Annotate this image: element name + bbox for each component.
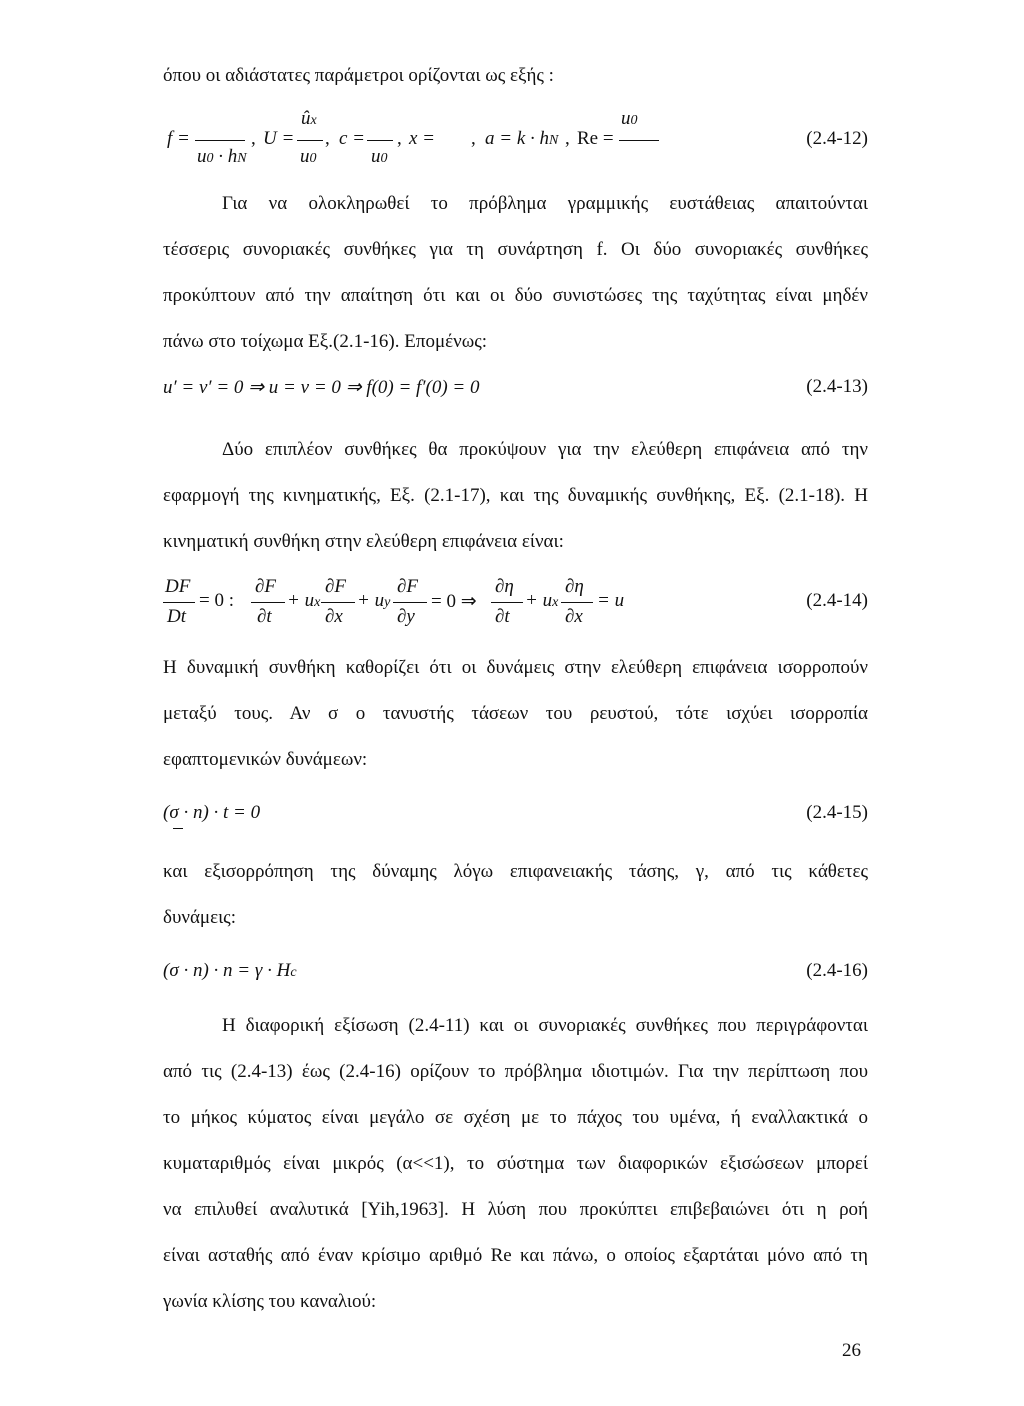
eq13-expression: u′ = v′ = 0 ⇒ u = v = 0 ⇒ f(0) = f′(0) = 0: [163, 377, 480, 398]
eq14-frac-bar-4: [393, 602, 427, 603]
eq14-deta-2: ∂η: [565, 576, 584, 597]
intro-sentence: όπου οι αδιάστατες παράμετροι ορίζονται ως εξής :: [163, 65, 554, 86]
eq14-plus-uy: + uy: [357, 590, 391, 611]
eq12-comma-3: ,: [397, 128, 402, 149]
eq16-expression: [163, 960, 297, 982]
eq16-number: (2.4-16): [806, 960, 868, 981]
equation-2-4-12: [163, 106, 868, 166]
paragraph-2-line-4: πάνω στο τοίχωμα Εξ.(2.1-16). Επομένως:: [163, 331, 488, 352]
page-number: 26: [842, 1340, 861, 1361]
eq15-number: (2.4-15): [806, 802, 868, 823]
eq14-frac-bar-2: [251, 602, 285, 603]
eq12-x: x =: [409, 128, 436, 149]
eq14-dy: ∂y: [397, 606, 415, 627]
eq12-frac-bar-2: [297, 140, 323, 141]
eq14-dt-1: ∂t: [257, 606, 272, 627]
eq12-frac-bar-1: [195, 140, 245, 141]
eq14-eq-u: = u: [597, 590, 625, 611]
paragraph-6-line-3: το μήκος κύματος είναι μεγάλο σε σχέση με το πάχος του υμένα, ή εναλλακτικά ο: [163, 1107, 868, 1128]
eq14-number: (2.4-14): [806, 590, 868, 611]
equation-2-4-14: [163, 574, 868, 638]
eq12-U: U =: [263, 128, 295, 149]
eq14-implies: = 0 ⇒: [431, 591, 477, 612]
eq12-numerator-2: ûx: [301, 108, 317, 129]
eq14-Dt: Dt: [167, 606, 186, 627]
eq14-frac-bar-5: [491, 602, 523, 603]
eq14-plus-ux: + ux: [287, 590, 321, 611]
eq12-denominator-3: u0: [371, 146, 388, 167]
paragraph-5-line-2: δυνάμεις:: [163, 907, 236, 928]
eq12-comma-2: ,: [325, 128, 330, 149]
eq12-comma-4: ,: [471, 128, 476, 149]
eq14-eq-zero: = 0 :: [199, 590, 234, 611]
eq16-subscript: c: [290, 965, 297, 980]
paragraph-4-line-1: Η δυναμική συνθήκη καθορίζει ότι οι δυνάμεις στην ελεύθερη επιφάνεια ισορροπούν: [163, 657, 868, 678]
paragraph-6-line-6: είναι ασταθής από έναν κρίσιμο αριθμό Re και πάνω, ο οποίος εξαρτάται μόνο από τη: [163, 1245, 868, 1266]
paragraph-6-line-2: από τις (2.4-13) έως (2.4-16) ορίζουν το πρόβλημα ιδιοτιμών. Για την περίπτωση που: [163, 1061, 868, 1082]
eq12-Re: Re =: [577, 128, 614, 149]
paragraph-6-line-5: να επιλυθεί αναλυτικά [Yih,1963]. Η λύση που προκύπτει επιβεβαιώνει ότι η ροή: [163, 1199, 868, 1220]
eq12-c: c =: [339, 128, 366, 149]
paragraph-2-line-1: Για να ολοκληρωθεί το πρόβλημα γραμμικής ευστάθειας απαιτούνται: [222, 193, 868, 214]
eq14-frac-bar-3: [321, 602, 355, 603]
eq12-frac-bar-3: [367, 140, 393, 141]
eq14-dt-2: ∂t: [495, 606, 510, 627]
paragraph-2-line-2: τέσσερις συνοριακές συνθήκες για τη συνάρτηση f. Οι δύο συνοριακές συνθήκες: [163, 239, 868, 260]
paragraph-6-line-7: γωνία κλίσης του καναλιού:: [163, 1291, 377, 1312]
eq12-a: a = k · hN: [485, 128, 559, 149]
equation-2-4-15: [163, 798, 868, 832]
eq12-comma-5: ,: [565, 128, 570, 149]
eq14-DF: DF: [165, 576, 191, 597]
eq12-comma-1: ,: [251, 128, 256, 149]
eq14-dx-2: ∂x: [565, 606, 583, 627]
eq14-frac-bar-1: [163, 602, 195, 603]
eq15-expression: (σ · n) · t = 0: [163, 802, 261, 823]
paragraph-6-line-4: κυματαριθμός είναι μικρός (α<<1), το σύστημα των διαφορικών εξισώσεων μπορεί: [163, 1153, 868, 1174]
eq14-dF-3: ∂F: [397, 576, 418, 597]
eq12-frac-bar-6: [619, 140, 659, 141]
eq12-denominator-1: u0 · hN: [197, 146, 247, 167]
paragraph-6-line-1: Η διαφορική εξίσωση (2.4-11) και οι συνοριακές συνθήκες που περιγράφονται: [222, 1015, 868, 1036]
paragraph-3-line-1: Δύο επιπλέον συνθήκες θα προκύψουν για την ελεύθερη επιφάνεια από την: [222, 439, 868, 460]
eq14-frac-bar-6: [561, 602, 593, 603]
eq12-denominator-2: u0: [300, 146, 317, 167]
eq14-deta-1: ∂η: [495, 576, 514, 597]
eq13-number: (2.4-13): [806, 376, 868, 397]
equation-2-4-16: [163, 956, 868, 990]
eq12-numerator-6: u0: [621, 108, 638, 129]
paragraph-5-line-1: και εξισορρόπηση της δύναμης λόγω επιφανειακής τάσης, γ, από τις κάθετες: [163, 861, 868, 882]
equation-2-4-13: [163, 370, 868, 404]
paragraph-4-line-3: εφαπτομενικών δυνάμεων:: [163, 749, 368, 770]
eq12-f: f =: [167, 128, 190, 149]
paragraph-3-line-2: εφαρμογή της κινηματικής, Εξ. (2.1-17), και της δυναμικής συνθήκης, Εξ. (2.1-18). Η: [163, 485, 868, 506]
eq14-plus-ux-2: + ux: [525, 590, 559, 611]
eq12-number: (2.4-12): [806, 128, 868, 149]
paragraph-2-line-3: προκύπτουν από την απαίτηση ότι και οι δύο συνιστώσες της ταχύτητας είναι μηδέν: [163, 285, 868, 306]
paragraph-4-line-2: μεταξύ τους. Αν σ ο τανυστής τάσεων του ρευστού, τότε ισχύει ισορροπία: [163, 703, 868, 724]
eq14-dF-2: ∂F: [325, 576, 346, 597]
eq16-main: (σ · n) · n = γ · H: [163, 960, 291, 981]
paragraph-3-line-3: κινηματική συνθήκη στην ελεύθερη επιφάνεια είναι:: [163, 531, 564, 552]
eq14-dF-1: ∂F: [255, 576, 276, 597]
eq14-dx-1: ∂x: [325, 606, 343, 627]
eq15-tensor-underline: [173, 828, 183, 829]
